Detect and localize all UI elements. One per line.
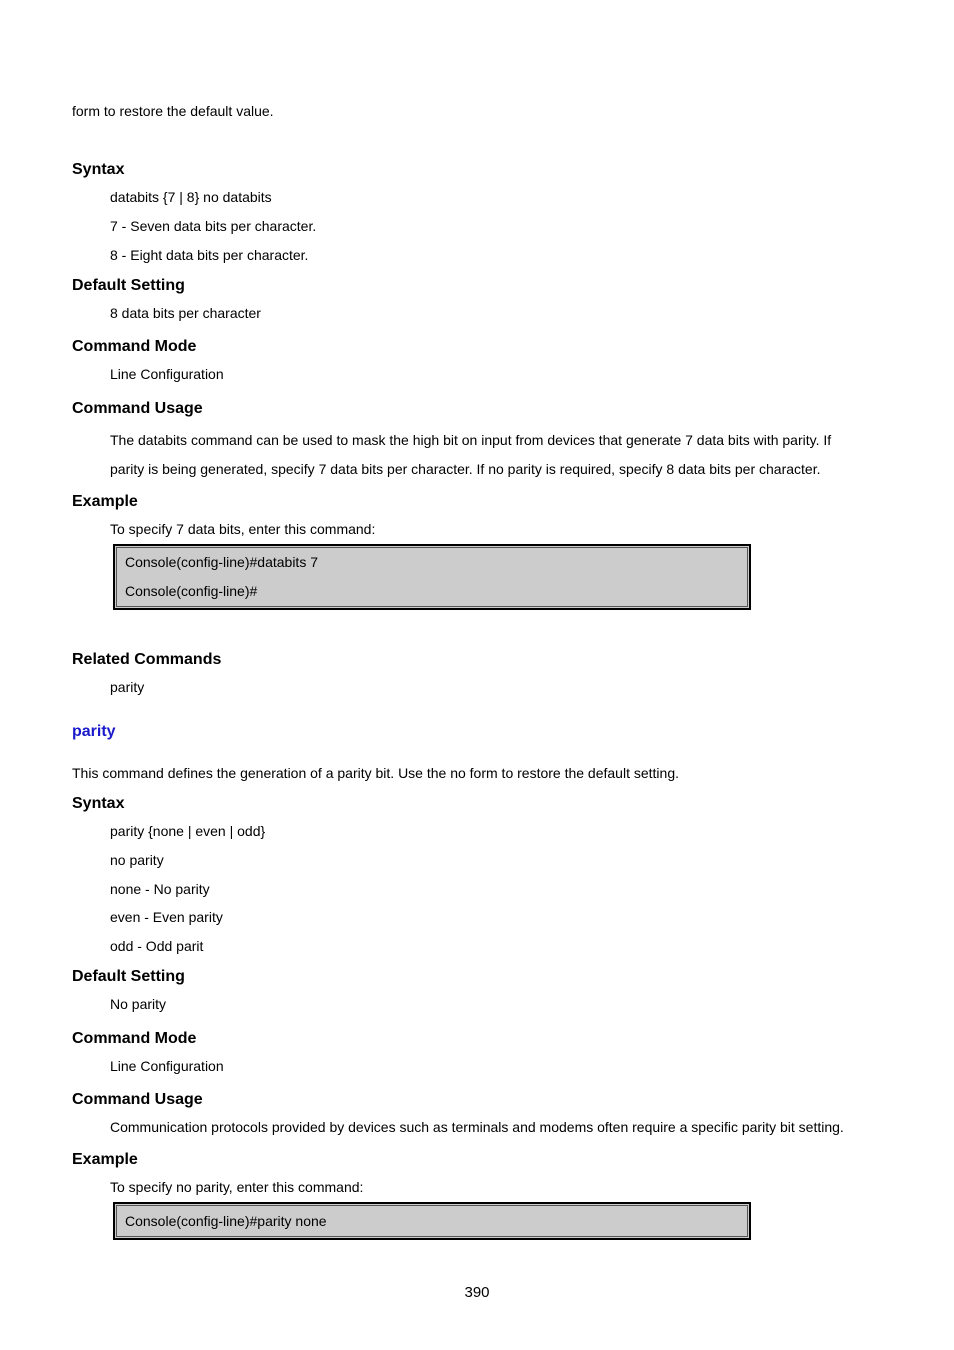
command-title: parity [72, 723, 116, 740]
default-heading: Default Setting [72, 277, 185, 294]
usage-text: The databits command can be used to mask the high bit on input from devices that generate 7 data bits with parity. If [110, 432, 832, 448]
code-box [113, 544, 751, 610]
default-heading: Default Setting [72, 968, 185, 985]
code-box [113, 1202, 751, 1240]
usage-text: parity is being generated, specify 7 data bits per character. If no parity is required, specify 8 data bits per character. [110, 461, 821, 477]
related-heading: Related Commands [72, 651, 222, 668]
default-value: 8 data bits per character [110, 305, 261, 321]
code-line: Console(config-line)#databits 7 [125, 554, 318, 570]
example-heading: Example [72, 1151, 138, 1168]
example-heading: Example [72, 493, 138, 510]
syntax-line: 7 - Seven data bits per character. [110, 218, 317, 234]
example-intro: To specify no parity, enter this command: [110, 1179, 364, 1195]
syntax-line: parity {none | even | odd} [110, 823, 266, 839]
syntax-line: 8 - Eight data bits per character. [110, 247, 309, 263]
usage-text: Communication protocols provided by devices such as terminals and modems often require a specific parity bit setting. [110, 1119, 844, 1135]
mode-value: Line Configuration [110, 1058, 224, 1074]
syntax-line: none - No parity [110, 881, 210, 897]
syntax-heading: Syntax [72, 161, 125, 178]
usage-heading: Command Usage [72, 400, 203, 417]
mode-value: Line Configuration [110, 366, 224, 382]
default-value: No parity [110, 996, 167, 1012]
page-number: 390 [464, 1284, 490, 1301]
related-command: parity [110, 679, 145, 695]
syntax-heading: Syntax [72, 795, 125, 812]
code-line: Console(config-line)#parity none [125, 1213, 327, 1229]
syntax-line: no parity [110, 852, 164, 868]
usage-heading: Command Usage [72, 1091, 203, 1108]
intro-text: form to restore the default value. [72, 103, 274, 119]
syntax-line: databits {7 | 8} no databits [110, 189, 272, 205]
code-line: Console(config-line)# [125, 583, 258, 599]
mode-heading: Command Mode [72, 338, 197, 355]
mode-heading: Command Mode [72, 1030, 197, 1047]
syntax-line: odd - Odd parit [110, 938, 204, 954]
syntax-line: even - Even parity [110, 909, 223, 925]
example-intro: To specify 7 data bits, enter this command: [110, 521, 376, 537]
command-description: This command defines the generation of a parity bit. Use the no form to restore the default setting. [72, 765, 679, 781]
